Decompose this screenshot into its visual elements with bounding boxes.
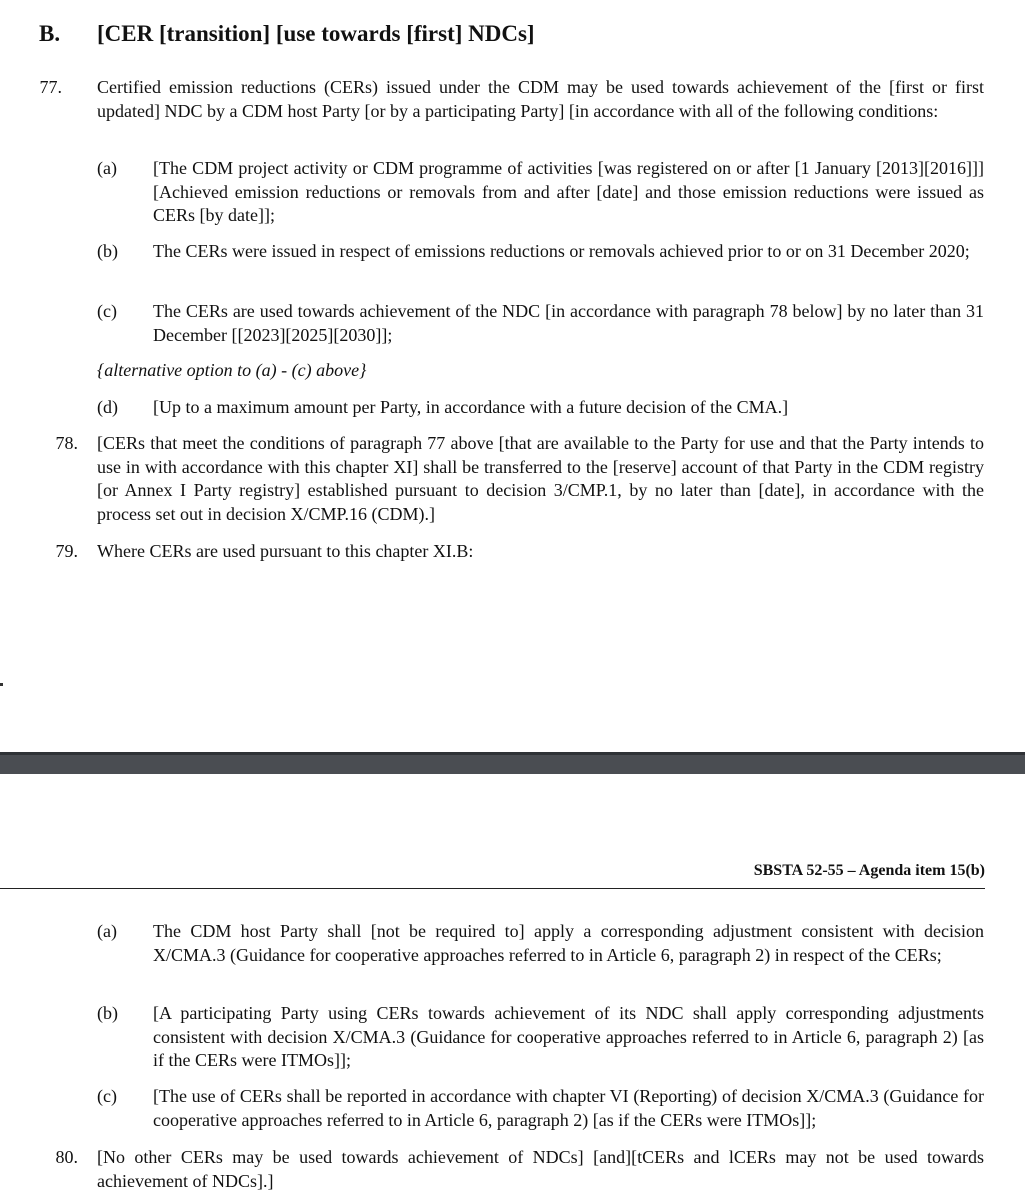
paragraph-78-text: [CERs that meet the conditions of paragraph 77 above [that are available to the Party for use and that the Party intends to use in with accordance with this chapter XI] shall be transferred to the [reserve] account of that Party in the CDM registry [or Annex I Party registry] established pursuant to decision 3/CMP.1, by no later than [date], in accordance with the process set out in decision X/CMP.16 (CDM).] <box>97 433 984 524</box>
section-title: [CER [transition] [use towards [first] NDCs] <box>97 21 535 46</box>
item-79a-text: The CDM host Party shall [not be required to] apply a corresponding adjustment consistent with decision X/CMA.3 (Guidance for cooperative approaches referred to in Article 6, paragraph 2) in respect of the CERs; <box>153 921 984 965</box>
item-77c-text: The CERs are used towards achievement of the NDC [in accordance with paragraph 78 below] by no later than 31 December [[2023][2025][2030]]; <box>153 301 984 345</box>
page-separator <box>0 752 1025 774</box>
section-heading <box>39 20 535 48</box>
page-two <box>0 774 1025 1200</box>
item-77b-text: The CERs were issued in respect of emissions reductions or removals achieved prior to or on 31 December 2020; <box>153 241 970 261</box>
item-77d-text: [Up to a maximum amount per Party, in accordance with a future decision of the CMA.] <box>153 397 789 417</box>
running-header: SBSTA 52-55 – Agenda item 15(b) <box>753 862 985 879</box>
item-79b-text: [A participating Party using CERs towards achievement of its NDC shall apply corresponding adjustments consistent with decision X/CMA.3 (Guidance for cooperative approaches referred to in Article 6, paragraph 2) [as if the CERs were ITMOs]]; <box>153 1003 984 1070</box>
item-77c-label: (c) <box>97 301 117 321</box>
header-rule <box>0 888 985 889</box>
paragraph-number-80: 80. <box>55 1147 78 1167</box>
paragraph-number-79: 79. <box>55 541 78 561</box>
item-79c-label: (c) <box>97 1086 117 1106</box>
scan-mark <box>0 683 3 686</box>
paragraph-77-text: Certified emission reductions (CERs) issued under the CDM may be used towards achievement of the [first or first updated] NDC by a CDM host Party [or by a participating Party] [in accordance with all of the following conditions: <box>97 77 984 121</box>
item-77a-text: [The CDM project activity or CDM programme of activities [was registered on or after [1 January [2013][2016]]][Achieved emission reductions or removals from and after [date] and those emission reductions were issued as CERs [by date]]; <box>153 158 984 225</box>
item-79a-label: (a) <box>97 921 117 941</box>
paragraph-number-78: 78. <box>55 433 78 453</box>
paragraph-number-77: 77. <box>39 77 62 97</box>
item-77d-label: (d) <box>97 397 118 417</box>
alternative-option-note: {alternative option to (a) - (c) above} <box>97 360 367 380</box>
item-79b-label: (b) <box>97 1003 118 1023</box>
paragraph-80-text: [No other CERs may be used towards achievement of NDCs] [and][tCERs and lCERs may not be used towards achievement of NDCs].] <box>97 1147 984 1191</box>
section-letter: B. <box>39 21 61 46</box>
item-77a-label: (a) <box>97 158 117 178</box>
item-79c-text: [The use of CERs shall be reported in accordance with chapter VI (Reporting) of decision X/CMA.3 (Guidance for cooperative approaches referred to in Article 6, paragraph 2) [as if the CERs were ITMOs]]; <box>153 1086 984 1130</box>
paragraph-79-text: Where CERs are used pursuant to this chapter XI.B: <box>97 541 474 561</box>
item-77b-label: (b) <box>97 241 118 261</box>
